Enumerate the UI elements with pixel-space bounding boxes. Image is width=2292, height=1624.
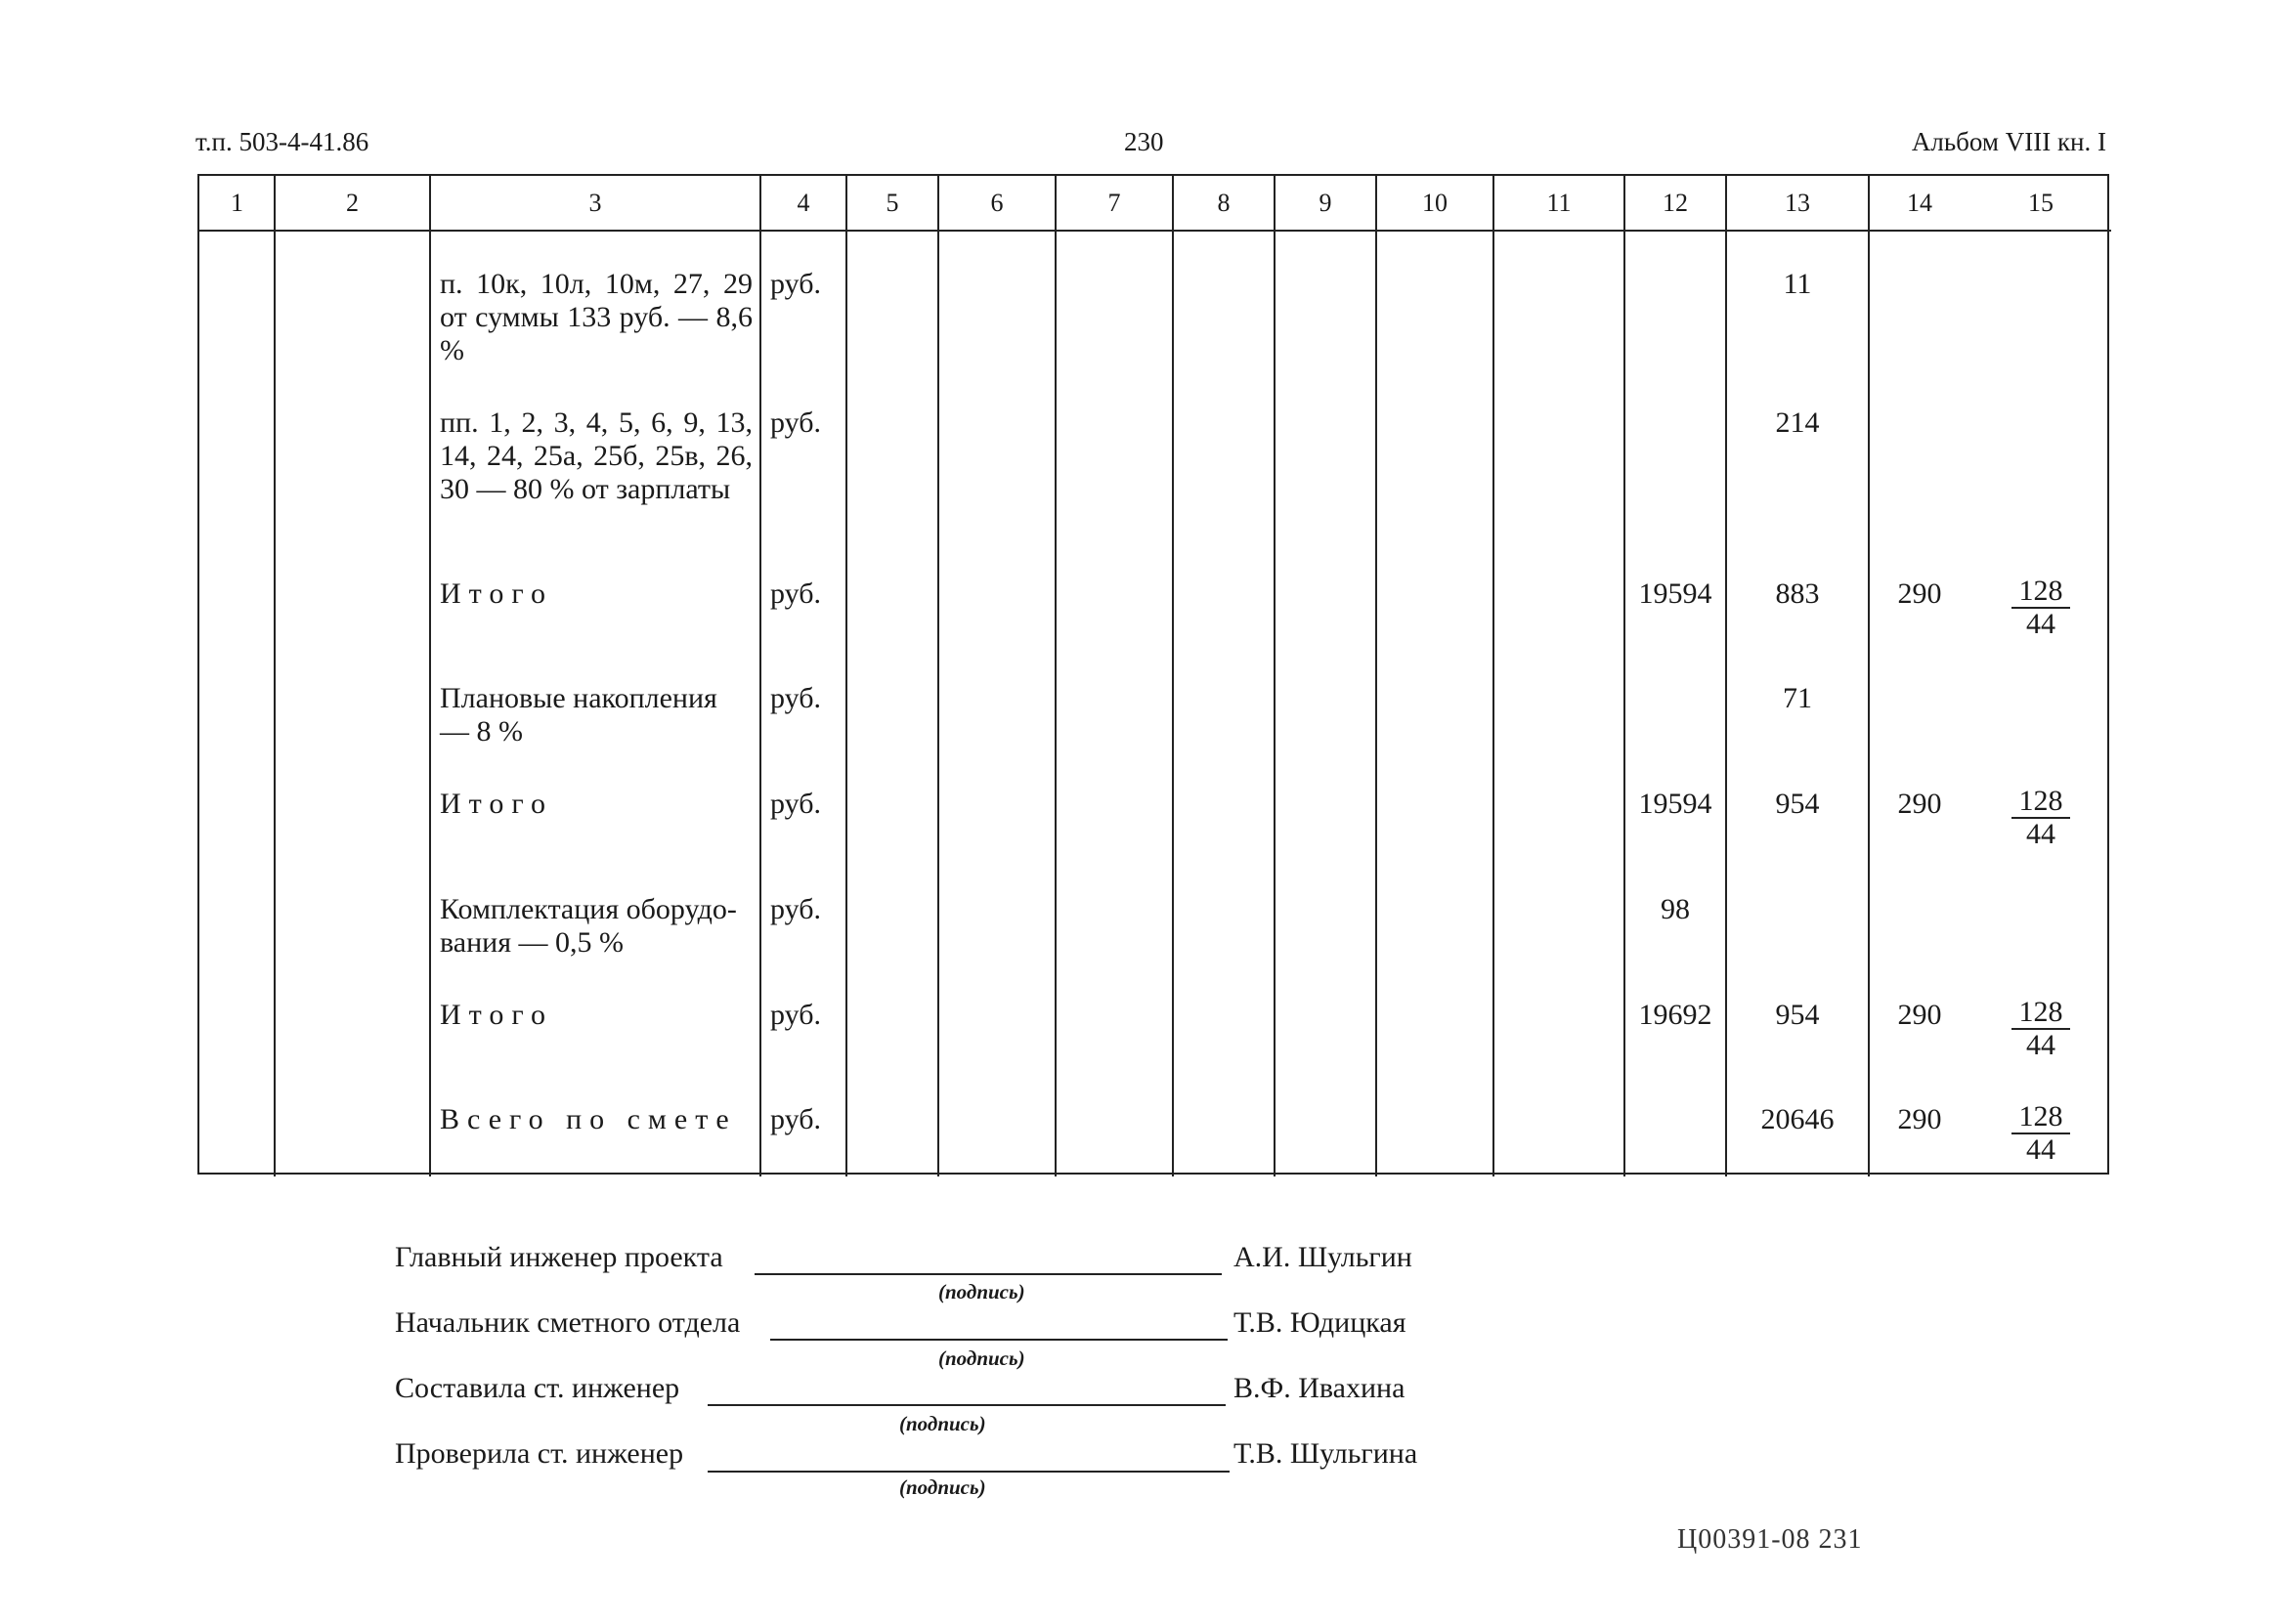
signature-name: Т.В. Шульгина (1233, 1437, 1418, 1470)
fraction-denominator: 44 (2026, 608, 2055, 640)
column-number: 13 (1785, 189, 1810, 217)
column-12-value: 19594 (1638, 577, 1712, 610)
document-code: Ц00391-08 231 (1677, 1524, 1863, 1555)
row-description: Всего по смете (440, 1103, 737, 1135)
row-unit: руб. (770, 406, 821, 439)
column-12-value: 19594 (1638, 788, 1712, 820)
column-number: 14 (1907, 189, 1932, 217)
column-13-value: 11 (1783, 268, 1812, 300)
signature-role: Начальник сметного отдела (395, 1306, 741, 1339)
fraction-denominator: 44 (2026, 818, 2055, 850)
row-description: Плановые накопления — 8 % (440, 682, 717, 748)
row-description: Итого (440, 999, 553, 1031)
signature-caption: (подпись) (899, 1412, 986, 1435)
page-number: 230 (1124, 127, 1164, 156)
row-description: п. 10к, 10л, 10м, 27, 29 от суммы 133 руб. — 8,6 % (440, 268, 753, 366)
album-reference: Альбом VIII кн. I (1911, 127, 2106, 156)
fraction-numerator: 128 (2011, 997, 2070, 1030)
fraction-denominator: 44 (2026, 1133, 2055, 1166)
row-unit: руб. (770, 788, 821, 820)
column-12-value: 98 (1661, 893, 1690, 925)
column-number: 9 (1319, 189, 1332, 217)
column-14-value: 290 (1897, 1103, 1942, 1135)
column-number: 6 (990, 189, 1004, 217)
column-number: 3 (588, 189, 602, 217)
column-15-fraction (2011, 576, 2070, 640)
column-13-value: 214 (1775, 406, 1820, 439)
fraction-numerator: 128 (2011, 786, 2070, 819)
row-unit: руб. (770, 1103, 821, 1135)
column-13-value: 71 (1783, 682, 1812, 714)
signature-line (708, 1404, 1226, 1406)
row-unit: руб. (770, 893, 821, 925)
fraction-numerator: 128 (2011, 576, 2070, 609)
row-unit: руб. (770, 999, 821, 1031)
row-description: Итого (440, 788, 553, 820)
column-number: 7 (1107, 189, 1121, 217)
estimate-table (197, 174, 2109, 1175)
column-14-value: 290 (1897, 577, 1942, 610)
signature-role: Главный инженер проекта (395, 1241, 723, 1273)
signature-name: А.И. Шульгин (1233, 1241, 1412, 1273)
row-unit: руб. (770, 268, 821, 300)
row-unit: руб. (770, 682, 821, 714)
column-number: 1 (231, 189, 243, 217)
column-number: 11 (1546, 189, 1572, 217)
signature-role: Составила ст. инженер (395, 1372, 680, 1404)
column-12-value: 19692 (1638, 999, 1712, 1031)
fraction-denominator: 44 (2026, 1029, 2055, 1061)
column-number: 10 (1422, 189, 1448, 217)
signature-line (770, 1339, 1228, 1341)
column-15-fraction (2011, 997, 2070, 1061)
row-description: пп. 1, 2, 3, 4, 5, 6, 9, 13, 14, 24, 25а, 25б, 25в, 26, 30 — 80 % от зарплаты (440, 406, 753, 505)
document-designation: т.п. 503-4-41.86 (195, 127, 369, 156)
column-14-value: 290 (1897, 999, 1942, 1031)
column-number: 4 (797, 189, 810, 217)
column-15-fraction (2011, 1101, 2070, 1166)
column-number: 5 (886, 189, 899, 217)
signature-line (755, 1273, 1222, 1275)
column-number: 12 (1663, 189, 1688, 217)
column-13-value: 20646 (1760, 1103, 1835, 1135)
signature-role: Проверила ст. инженер (395, 1437, 684, 1470)
column-13-value: 954 (1775, 999, 1820, 1031)
row-description: Итого (440, 577, 553, 610)
signature-caption: (подпись) (938, 1280, 1025, 1303)
fraction-numerator: 128 (2011, 1101, 2070, 1134)
signature-line (708, 1471, 1230, 1473)
signature-caption: (подпись) (899, 1475, 986, 1499)
column-number: 15 (2028, 189, 2054, 217)
column-13-value: 883 (1775, 577, 1820, 610)
column-15-fraction (2011, 786, 2070, 850)
row-unit: руб. (770, 577, 821, 610)
signature-name: Т.В. Юдицкая (1233, 1306, 1406, 1339)
signature-name: В.Ф. Ивахина (1233, 1372, 1405, 1404)
column-number: 2 (346, 189, 359, 217)
column-13-value: 954 (1775, 788, 1820, 820)
row-description: Комплектация оборудо-вания — 0,5 % (440, 893, 737, 959)
signature-caption: (подпись) (938, 1346, 1025, 1370)
column-number: 8 (1217, 189, 1231, 217)
column-14-value: 290 (1897, 788, 1942, 820)
